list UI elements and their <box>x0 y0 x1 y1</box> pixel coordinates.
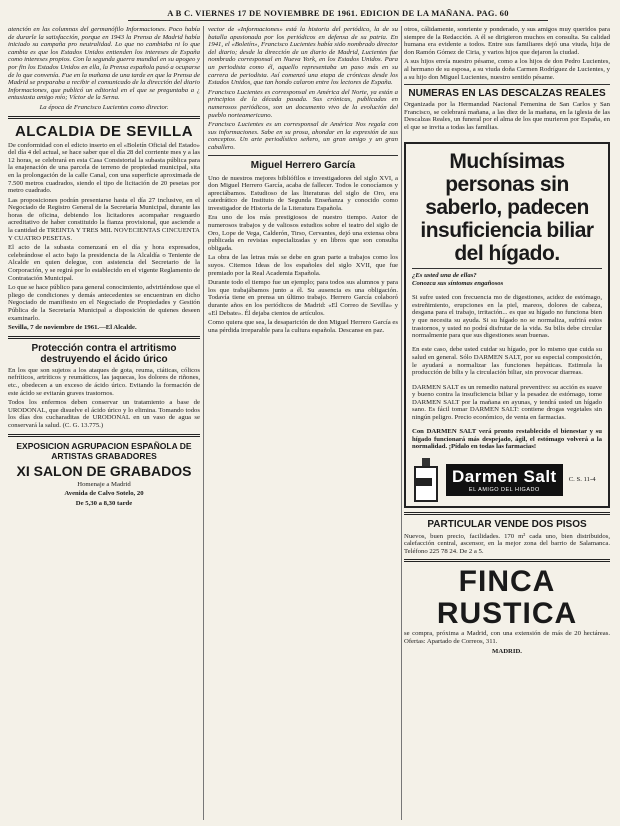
article-continuation-3: Francisco Lucientes es un corresponsal de América Nos regala con sus informaciones. Sabe en su prosa, ahondar en la expresión de sus conceptos. Un arte periodístico señero, un gran amigo y un gran caballero. <box>208 121 398 151</box>
bottle-icon <box>412 458 440 502</box>
divider <box>8 336 200 339</box>
ad-product-row <box>412 458 602 502</box>
finca-body: se compra, próxima a Madrid, con una extensión de más de 20 hectáreas. Ofertas: Apartado de Correos, 311. <box>404 630 610 646</box>
brand-tagline: EL AMIGO DEL HIGADO <box>468 486 540 493</box>
exposicion-subtitle: XI SALON DE GRABADOS <box>16 462 192 479</box>
obituary-title: Miguel Herrero García <box>250 159 356 171</box>
article-caption: La época de Francisco Lucientes como director. <box>39 103 169 111</box>
alcaldia-body-2: Las proposiciones podrán presentarse hasta el día 27 inclusive, en el Negociado de Registro General de la Secretaría Municipal, durante las horas de oficina, debiendo los licitadores acompañar resguardo acreditativo de haber constituido la fianza provisional, que asciende a la cantidad de TREINTA Y TRES MIL NOVECIENTAS CINCUENTA Y CUATRO PESETAS. <box>8 196 200 242</box>
running-head: A B C. VIERNES 17 DE NOVIEMBRE DE 1961. EDICION DE LA MAÑANA. PAG. 60 <box>128 6 548 21</box>
proteccion-body: En los que son sujetos a los ataques de gota, reuma, ciáticas, cólicos nefríticos, artríticos y reumáticos, las jaquecas, los dolores de riñones, etc., obedecen a un exceso de ácido úrico. Evitando la formación de este ácido se evitarán graves trastornos. <box>8 366 200 397</box>
obituary-body-5: Como quiera que sea, la desaparición de don Miguel Herrero García es una pérdida irreparable para la cultura española. Descanse en paz. <box>208 319 398 334</box>
darmen-salt-ad <box>404 142 610 508</box>
exposicion-hours: De 5,30 a 8,30 tarde <box>75 499 133 507</box>
brand-name: Darmen Salt <box>452 466 557 486</box>
ad-body: Si sufre usted con frecuencia mo de digestiones, acidez de estómago, estreñimiento, erupciones en la piel, mareos, dolores de cabeza, desgana para el trabajo, irritación... es que su hígado no funciona bien y que necesita su ayuda. Si su hígado no se normaliza, sufrirá estos trastornos, y usted no podrá disfrutar de la vida. Su bilis debe circular normalmente para que sus digestiones sean buenas. <box>412 294 602 340</box>
ad-registration: C. S. 11-4 <box>568 476 596 484</box>
divider <box>412 268 602 269</box>
column-rule <box>203 26 204 820</box>
alcaldia-body-3: El acto de la subasta comenzará en el día y hora expresados, celebrándose el acto bajo la presidencia de la Alcaldía o Teniente de Alcalde en quien delegue, con asistencia del Secretario de la Corporación, y se regirá por lo establecido en el vigente Reglamento de Contratación Municipal. <box>8 244 200 282</box>
column-rule <box>401 26 402 820</box>
article-continuation: vector de «Informaciones» está la historia del periódico, la de su batalla apasionada por los periódicos en defensa de su patria. En 1941, el «Boletín», Francisco Lucientes había sido nombrado director del diario; desde la dirección de un diario de Madrid, Lucientes fue nombrado corresponsal en Nueva York, en los Estados Unidos. Para un periodista como él, aquello representaba un paso más en su carrera de periodista. Así comenzó una etapa de crónicas desde los Estados Unidos, que tan hondo calaron entre los lectores de España. <box>208 26 398 87</box>
alcaldia-body-4: Lo que se hace público para general conocimiento, advirtiéndose que el pliego de condiciones y demás antecedentes se encuentran en dicho Negociado de manifiesto en el Negociado de Propiedades y Gestión Pública de la Secretaría Municipal a disposición de quienes deseen examinarlo. <box>8 284 200 322</box>
article-end: otros, cálidamente, sonriente y ponderado, y sus amigos muy queridos para siempre de la Redacción. A él se dirigieron muchos en consulta. Su calidad humana era evidente a todos. Entre sus familiares dejó una viuda, hija de don Ramón Gómez de Ciria, y varios hijos que dejaron la ciudad. <box>404 26 610 56</box>
obituary-body: Uno de nuestros mejores bibliófilos e investigadores del siglo XVI, a don Miguel Herrero García, acaba de fallecer. Todos le conocíamos y apreciábamos. Estudioso de las literaturas del siglo de Oro, era catedrático de Instituto de Segunda Enseñanza y conocido como investigador de Historia de la Literatura Española. <box>208 174 398 212</box>
funeral-body: Organizada por la Hermandad Nacional Femenina de San Carlos y San Francisco, se celebrará mañana, a las diez de la mañana, en la iglesia de las Descalzas Reales, un funeral por el alma de los que murieron por España, en el que se invita a todas las familias. <box>404 101 610 131</box>
ad-body-2: En este caso, debe usted cuidar su hígado, por lo mismo que cuida su salud en general. Sólo DARMEN SALT, por su especial composición, le ayudará a normalizar las funciones hepáticas. Estimula la producción de bilis y la circulación biliar, sin provocar diarreas. <box>412 346 602 377</box>
brand-logo <box>446 464 563 496</box>
divider <box>404 559 610 562</box>
classified-title: PARTICULAR VENDE DOS PISOS <box>427 518 587 530</box>
proteccion-title: Protección contra el artritismo destruyendo el ácido úrico <box>31 342 177 365</box>
obituary-body-3: La obra de las letras más se debe en gran parte a trabajos como los suyos. Citemos Ideas de los españoles del siglo XVII, que fue premiado por la Real Academia Española. <box>208 254 398 277</box>
ad-slogan: Con DARMEN SALT verá pronto restablecido el bienestar y su hígado funcionará más despejado, ágil, el estómago volverá a la normalidad. ¡Pídalo en todas las farmacias! <box>412 428 602 451</box>
column-middle <box>208 26 398 820</box>
article-continuation-2: Francisco Lucientes es corresponsal en América del Norte, ya están a principios de la década pasada. Sus crónicas, publicadas en numerosos periódicos, son un documento vivo de la evolución del pueblo norteamericano. <box>208 88 398 119</box>
exposicion-tribute: Homenaje a Madrid <box>77 480 131 488</box>
finca-city: MADRID. <box>492 647 522 655</box>
alcaldia-title: ALCALDIA DE SEVILLA <box>14 122 194 140</box>
ad-body-3: DARMEN SALT es un remedio natural preventivo: su acción es suave y bueno contra la insuficiencia biliar y la pesadez de estómago, tome DARMEN SALT por la mañana en ayunas, y tendrá usted un hígado sano. Es fácil tomar DARMEN SALT: contiene drogas vegetales sin ningún peligro. Precio económico, de venta en farmacias. <box>412 383 602 421</box>
divider <box>404 512 610 515</box>
ad-symptoms: Conozca sus síntomas engañosos <box>412 279 504 287</box>
divider <box>8 434 200 437</box>
proteccion-body-2: Todos los enfermos deben conservar un tratamiento a base de URODONAL, que disuelve el ácido úrico y lo elimina. Tomando todos los días dos cucharaditas de URODONAL en un vaso de agua se conservará la salud. (C. G. 13.775.) <box>8 399 200 429</box>
ad-headline: Muchísimas personas sin saberlo, padecen insuficiencia biliar del hígado. <box>420 149 594 265</box>
obituary-body-4: Durante todo el tiempo fue un ejemplo; para todos sus alumnos y para los que trabajábamos junto a él. Su ausencia es una obligación. Todavía tiene en prensa un último trabajo. Herrero García colaboró durante años en los periódicos de Madrid: «El Correo de Sevilla» y «El Debate». Él dejaba cientos de artículos. <box>208 279 398 317</box>
divider <box>208 155 398 156</box>
funeral-title: NUMERAS EN LAS DESCALZAS REALES <box>408 88 606 100</box>
classified-body: Nuevos, buen precio, facilidades. 170 m² cada uno, bien distribuidos, calefacción central, ascensor, en la mejor zona del barrio de Salamanca. Teléfono 225 78 24. De 2 a 5. <box>404 532 610 555</box>
divider <box>8 116 200 119</box>
exposicion-title: EXPOSICION AGRUPACION ESPAÑOLA DE ARTISTAS GRABADORES <box>16 440 192 461</box>
finca-title: FINCA RUSTICA <box>436 565 578 631</box>
article-intro: atención en las columnas del germanófilo Informaciones. Poco había de durarle la satisfacción, porque en 1943 la Prensa de Madrid había iniciado su campaña pro neutralidad. Lo que no cambiaba ni lo que cambia es que los Estados Unidos entienden los intereses de España como intereses propios. Con la segunda guerra mundial en su apogeo y por fin los Estados Unidos en ella, la Prensa española pasó a ocuparse de lo que convenía. Fue en la mañana de una tarde en que la Prensa de Madrid se preparaba a recibir el comunicado de la dirección del diario Informaciones, que publicó un editorial en el que se preguntaba a ¿ entusiasta amigo mío; Víctor de la Serna. <box>8 26 200 102</box>
obituary-body-2: Era uno de los más prestigiosos de nuestro tiempo. Autor de numerosos trabajos y de valiosos estudios sobre el teatro del siglo de Oro, Lope de Vega, Calderón, Tirso, Cervantes, dejó una extensa obra publicada en revistas especializadas y en libros que son consulta obligada. <box>208 214 398 252</box>
column-left <box>8 26 200 820</box>
divider <box>404 84 610 85</box>
column-right <box>404 26 610 820</box>
alcaldia-body: De conformidad con el edicto inserto en el «Boletín Oficial del Estado» del día 4 del actual, se hace saber que el día 28 del corriente mes y a las 12 horas, se celebrará en esta Casa Consistorial la subasta pública para la enajenación de una parcela de terreno de propiedad municipal, sita en la prolongación de la calle Canal, con una superficie aproximada de 7.500 metros cuadrados, siendo el tipo de licitación de 20 pesetas por metro cuadrado. <box>8 141 200 195</box>
ad-question: ¿Es usted una de ellas? <box>412 271 477 279</box>
exposicion-place: Avenida de Calvo Sotelo, 20 <box>64 490 144 498</box>
article-end-2: A sus hijos envía nuestro pésame, como a los hijos de don Pedro Lucientes, al hermano de su esposa, a su viuda doña Carmen Rodríguez de Lucientes, y a su hijo don Miguel Lucientes, nuestro sentido pésame. <box>404 58 610 81</box>
alcaldia-signature: Sevilla, 7 de noviembre de 1961.—El Alcalde. <box>8 324 137 332</box>
